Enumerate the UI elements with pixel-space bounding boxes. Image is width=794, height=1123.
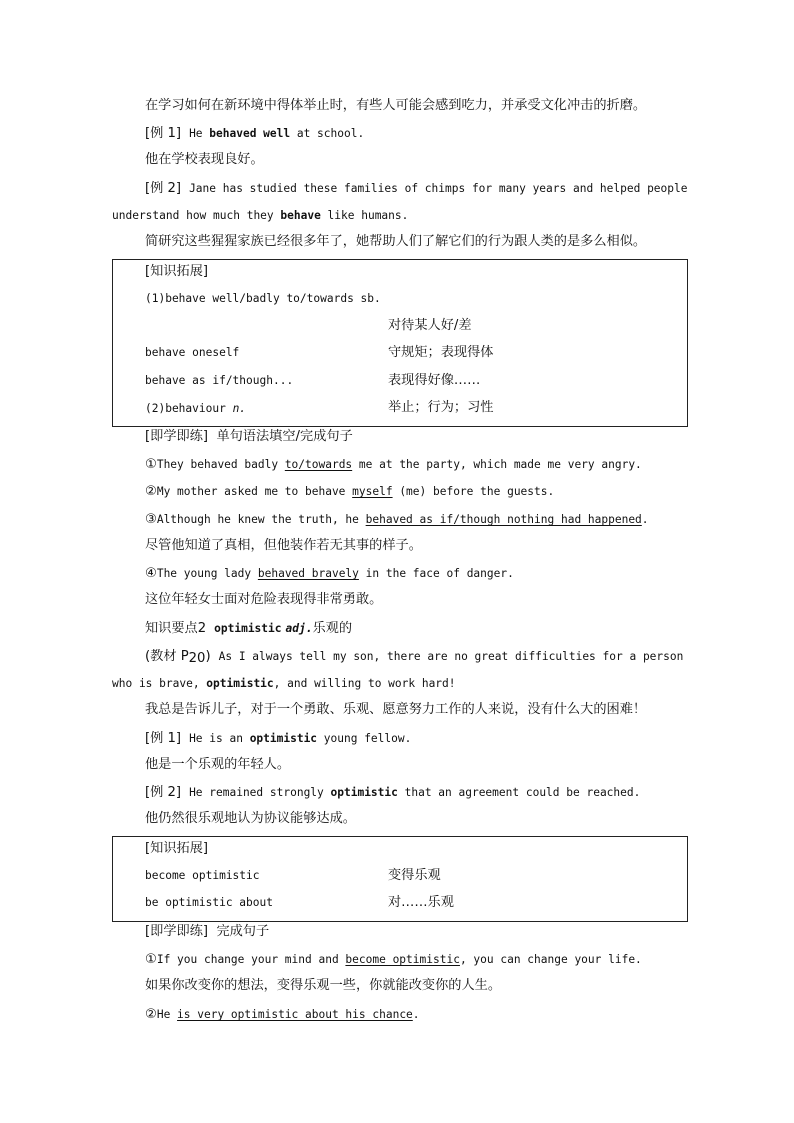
optimistic-example-2-translation: 他仍然很乐观地认为协议能够达成。 bbox=[145, 811, 356, 826]
practice-question-3-translation: 尽管他知道了真相，但他装作若无其事的样子。 bbox=[145, 538, 422, 553]
practice-question-3: ③Although he knew the truth, he behaved as if/though nothing had happened. bbox=[145, 512, 649, 527]
knowledge-point-2-heading: 知识要点2 optimistic adj.乐观的 bbox=[145, 621, 353, 636]
answer-blank: to/towards bbox=[284, 458, 353, 471]
extension-meaning: 对待某人好/差 bbox=[388, 318, 472, 333]
behave-example-1-translation: 他在学校表现良好。 bbox=[145, 152, 264, 167]
practice-question-2: ②He is very optimistic about his chance. bbox=[145, 1007, 420, 1022]
practice-heading: [即学即练] 单句语法填空/完成句子 bbox=[145, 429, 353, 444]
intro-paragraph: 在学习如何在新环境中得体举止时，有些人可能会感到吃力，并承受文化冲击的折磨。 bbox=[145, 98, 647, 113]
textbook-quote: (教材 $P_{20}$) As I always tell my son, there are no great difficulties for a person bbox=[145, 649, 684, 666]
answer-blank: myself bbox=[352, 485, 393, 498]
extension-phrase: behave as if/though... bbox=[145, 374, 294, 387]
behave-example-2-translation: 简研究这些猩猩家族已经很多年了，她帮助人们了解它们的行为跟人类的是多么相似。 bbox=[145, 234, 647, 249]
extension-meaning: 守规矩；表现得体 bbox=[388, 345, 494, 360]
behave-example-1: [例 1] He behaved well at school. bbox=[145, 126, 365, 141]
textbook-quote-line2: who is brave, optimistic, and willing to work hard! bbox=[112, 677, 456, 690]
answer-blank: is very optimistic about his chance bbox=[177, 1008, 413, 1021]
textbook-quote-translation: 我总是告诉儿子，对于一个勇敢、乐观、愿意努力工作的人来说，没有什么大的困难！ bbox=[145, 702, 647, 717]
practice-question-2: ②My mother asked me to behave myself (me) before the guests. bbox=[145, 484, 555, 499]
behave-example-2: [例 2] Jane has studied these families of chimps for many years and helped people bbox=[145, 181, 688, 196]
extension-phrase: (1)behave well/badly to/towards sb. bbox=[145, 292, 381, 305]
practice-question-4-translation: 这位年轻女士面对危险表现得非常勇敢。 bbox=[145, 592, 383, 607]
practice-question-1-translation: 如果你改变你的想法，变得乐观一些，你就能改变你的人生。 bbox=[145, 978, 502, 993]
extension-phrase: be optimistic about bbox=[145, 896, 273, 909]
extension-phrase: become optimistic bbox=[145, 869, 260, 882]
answer-blank: behaved as if/though nothing had happened bbox=[365, 513, 642, 526]
practice-heading: [即学即练] 完成句子 bbox=[145, 924, 270, 939]
extension-phrase: (2)behaviour n. bbox=[145, 402, 247, 415]
extension-meaning: 表现得好像…… bbox=[388, 373, 481, 388]
behave-example-2-line2: understand how much they behave like humans. bbox=[112, 209, 409, 222]
practice-question-1: ①If you change your mind and become optimistic, you can change your life. bbox=[145, 952, 642, 967]
practice-question-4: ④The young lady behaved bravely in the face of danger. bbox=[145, 566, 514, 581]
optimistic-example-1-translation: 他是一个乐观的年轻人。 bbox=[145, 757, 291, 772]
optimistic-example-2: [例 2] He remained strongly optimistic that an agreement could be reached. bbox=[145, 785, 641, 800]
knowledge-extension-title: [知识拓展] bbox=[145, 841, 209, 856]
optimistic-example-1: [例 1] He is an optimistic young fellow. bbox=[145, 731, 412, 746]
extension-meaning: 变得乐观 bbox=[388, 868, 441, 883]
extension-phrase: behave oneself bbox=[145, 346, 240, 359]
knowledge-extension-title: [知识拓展] bbox=[145, 264, 209, 279]
answer-blank: become optimistic bbox=[345, 953, 460, 966]
practice-question-1: ①They behaved badly to/towards me at the party, which made me very angry. bbox=[145, 457, 642, 472]
answer-blank: behaved bravely bbox=[257, 567, 359, 580]
extension-meaning: 举止；行为；习性 bbox=[388, 400, 494, 415]
extension-meaning: 对……乐观 bbox=[388, 895, 454, 910]
